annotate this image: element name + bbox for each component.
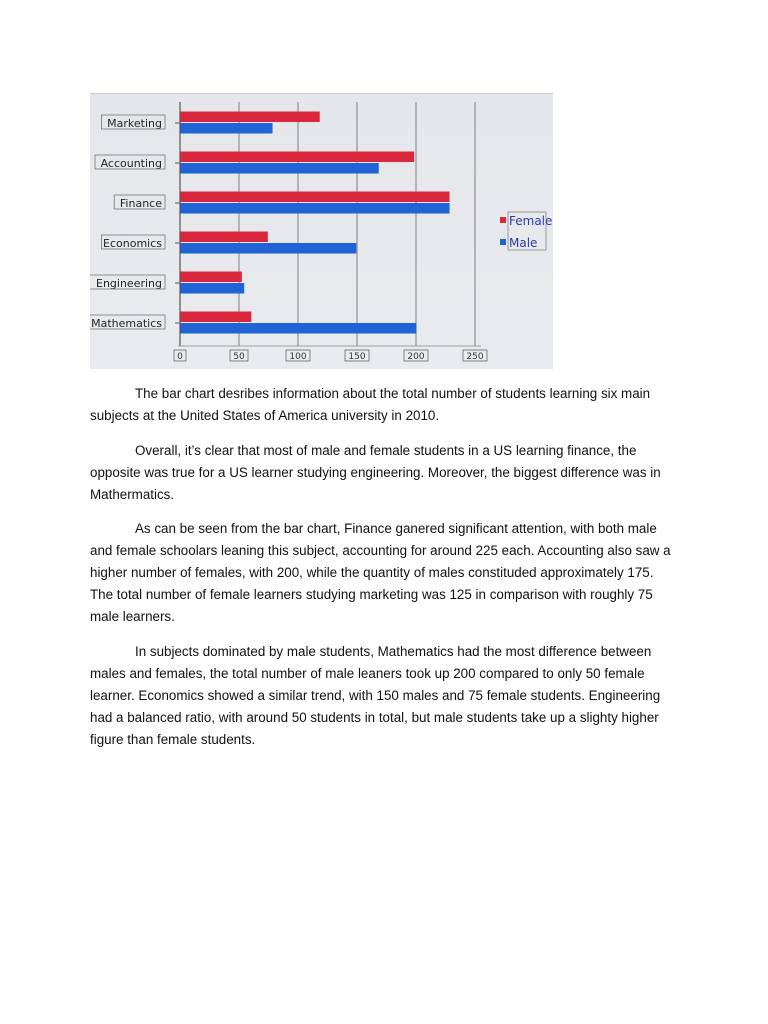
bar-male-engineering — [181, 283, 245, 294]
bar-male-mathematics — [181, 323, 417, 334]
x-tick-label: 0 — [177, 352, 183, 362]
category-label: Accounting — [100, 157, 162, 170]
x-tick-label: 200 — [407, 352, 425, 362]
bar-female-mathematics — [181, 312, 252, 323]
category-label: Engineering — [96, 277, 162, 290]
bar-chart — [90, 94, 553, 369]
paragraph-1: The bar chart desribes information about the total number of students learning six main subjects at the United States of America university in 2010. — [90, 386, 651, 423]
category-label: Finance — [119, 197, 162, 210]
paragraph-4: In subjects dominated by male students, Mathematics had the most difference between males and females, the total number of male leaners took up 200 compared to only 50 female learner. Economics showed a similar trend, with 150 males and 75 female students. Engineering had a balanced ratio, with around 50 students in total, but male students take up a slighty higher figure than female students. — [90, 643, 661, 747]
legend-swatch-female — [500, 217, 506, 223]
bar-male-marketing — [181, 123, 273, 134]
x-tick-label: 250 — [466, 352, 484, 362]
bar-female-finance — [181, 192, 450, 203]
category-label: Economics — [103, 237, 162, 250]
bar-male-accounting — [181, 163, 379, 174]
x-tick-label: 150 — [348, 352, 366, 362]
legend-swatch-male — [500, 239, 506, 245]
paragraph-3: As can be seen from the bar chart, Finance ganered significant attention, with both male and female schoolars leaning this subject, accounting for around 225 each. Accounting also saw a higher number of females, with 200, while the quantity of males constituded approximately 175. The total number of female learners studying marketing was 125 in comparison with roughly 75 male learners. — [90, 521, 671, 624]
category-label: Marketing — [107, 117, 162, 130]
bar-female-marketing — [181, 112, 320, 123]
x-tick-label: 100 — [289, 352, 307, 362]
bar-chart-photo — [90, 93, 553, 369]
paragraph-2: Overall, it’s clear that most of male and female students in a US learning finance, the opposite was true for a US learner studying engineering. Moreover, the biggest difference was in Mathermatics. — [90, 442, 661, 502]
category-label: Mathematics — [91, 317, 162, 330]
legend-label-female: Female — [509, 214, 553, 228]
x-tick-label: 50 — [233, 352, 245, 362]
bar-male-economics — [181, 243, 357, 254]
bar-female-economics — [181, 232, 268, 243]
legend-label-male: Male — [509, 236, 538, 250]
bar-female-engineering — [181, 272, 242, 283]
bar-female-accounting — [181, 152, 415, 163]
essay-body — [90, 383, 680, 763]
bar-male-finance — [181, 203, 450, 214]
